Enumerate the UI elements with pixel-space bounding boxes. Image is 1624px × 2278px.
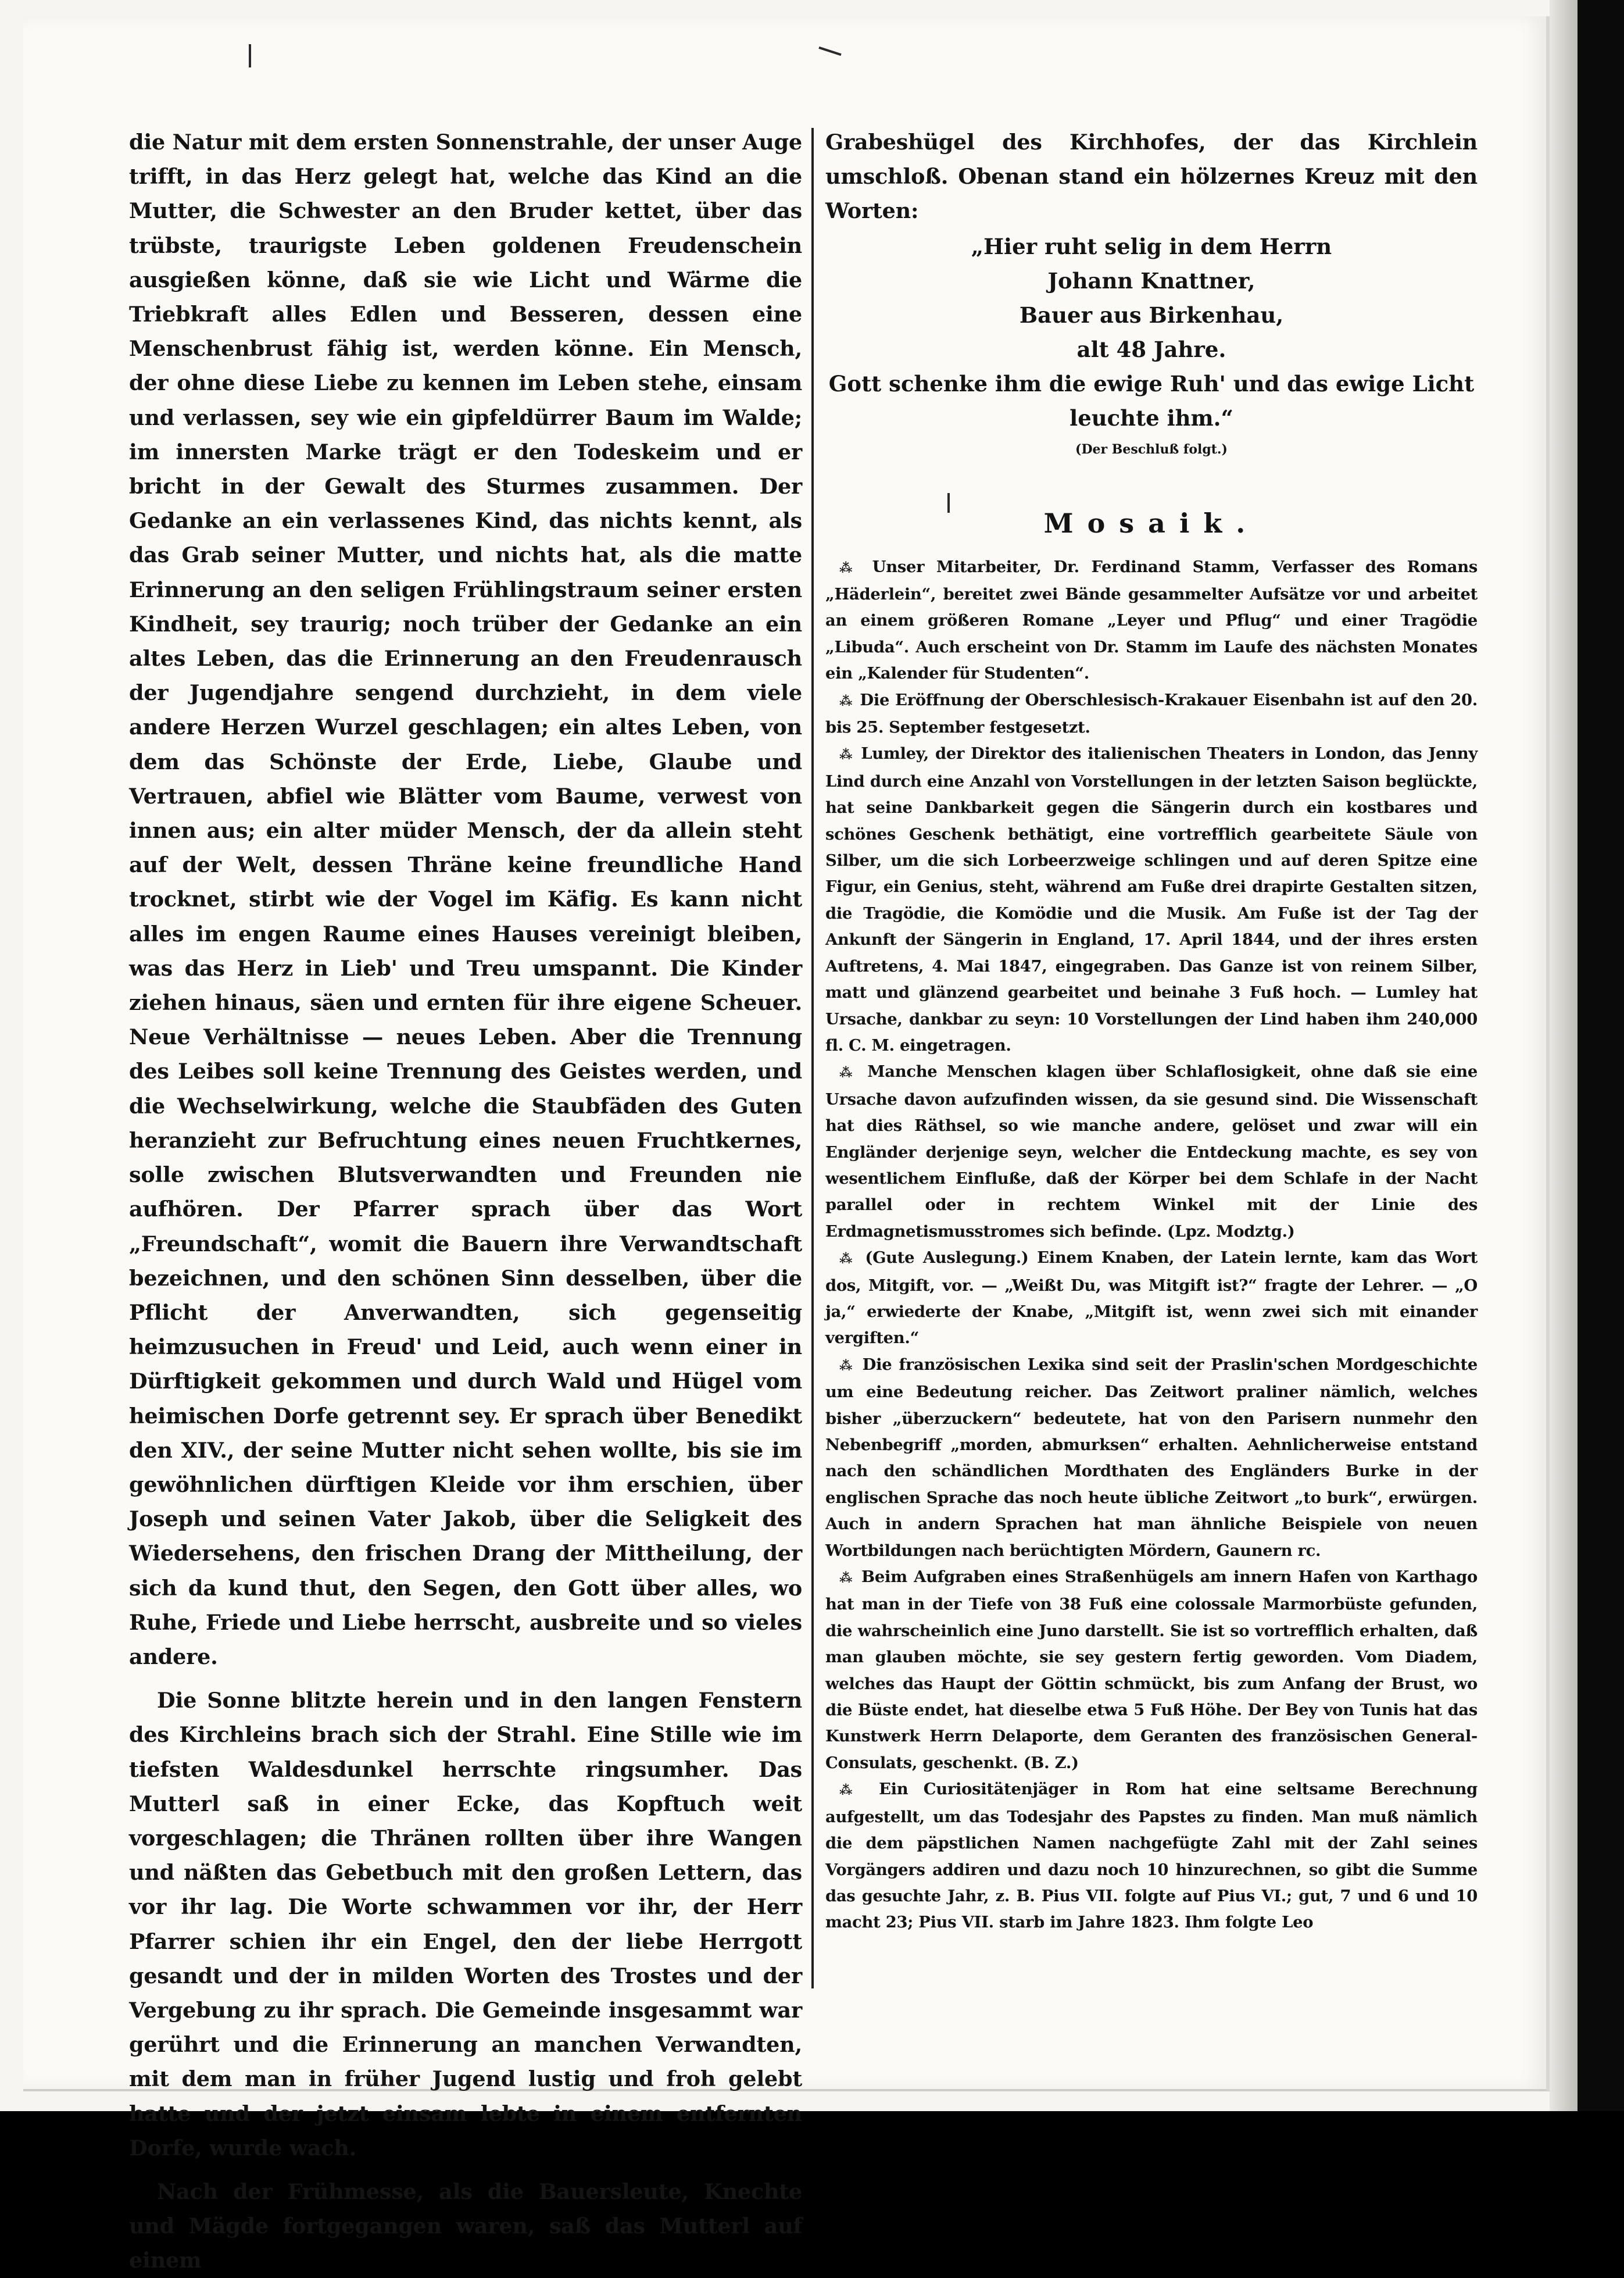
item-text: Unser Mitarbeiter, Dr. Ferdinand Stamm, Verfasser des Romans „Häderlein“, bereitet zwei Bände gesammelter Aufsätze vor und arbeitet an einem größeren Romane „Leyer und Pflug“ und einer Tragödie „Libuda“. Auch erscheint von Dr. Stamm im Laufe des nächsten Monates ein „Kalender für Studenten“. <box>825 557 1478 683</box>
scan-edge-shadow <box>1550 0 1578 2111</box>
epitaph-block <box>825 230 1478 435</box>
item-marker: ⁂ <box>839 693 854 709</box>
item-marker: ⁂ <box>839 1065 858 1081</box>
section-heading: Mosaik. <box>1043 507 1260 539</box>
item-marker: ⁂ <box>839 1783 864 1798</box>
mosaic-item <box>825 741 1478 1059</box>
story-intro: Grabeshügel des Kirchhofes, der das Kirchlein umschloß. Obenan stand ein hölzernes Kreuz mit den Worten: <box>825 130 1478 224</box>
left-paragraph-1: die Natur mit dem ersten Sonnenstrahle, der unser Auge trifft, in das Herz gelegt hat, welche das Kind an die Mutter, die Schwester an den Bruder kettet, über das trübste, traurigste Leben goldenen Freudenschein ausgießen könne, daß sie wie Licht und Wärme die Triebkraft alles Edlen und Besseren, dessen eine Menschenbrust fähig ist, werden könne. Ein Mensch, der ohne diese Liebe zu kennen im Leben stehe, einsam und verlassen, sey wie ein gipfeldürrer Baum im Walde; im innersten Marke trägt er den Todeskeim und er bricht in der Gewalt des Sturmes zusammen. Der Gedanke an ein verlassenes Kind, das nichts kennt, als das Grab seiner Mutter, und nichts hat, als die matte Erinnerung an den seligen Frühlingstraum seiner ersten Kindheit, sey traurig; noch trüber der Gedanke an ein altes Leben, das die Erinnerung an den Freudenrausch der Jugendjahre sengend durchzieht, in dem viele andere Herzen Wurzel geschlagen; ein altes Leben, von dem das Schönste der Erde, Liebe, Glaube und Vertrauen, abfiel wie Blätter vom Baume, verwest von innen aus; ein alter müder Mensch, der da allein steht auf der Welt, dessen Thräne keine freundliche Hand trocknet, stirbt wie der Vogel im Käfig. Es kann nicht alles im engen Raume eines Hauses vereinigt bleiben, was das Herz in Lieb' und Treu umspannt. Die Kinder ziehen hinaus, säen und ernten für ihre eigene Scheuer. Neue Verhältnisse — neues Leben. Aber die Trennung des Leibes soll keine Trennung des Geistes werden, und die Wechselwirkung, welche die Staubfäden des Guten heranzieht zur Befruchtung eines neuen Fruchtkernes, solle zwischen Blutsverwandten und Freunden nie aufhören. Der Pfarrer sprach über das Wort „Freundschaft“, womit die Bauern ihre Verwandtschaft bezeichnen, und den schönen Sinn desselben, über die Pflicht der Anverwandten, sich gegenseitig heimzusuchen in Freud' und Leid, auch wenn einer in Dürftigkeit gekommen und durch Wald und Hügel vom heimischen Dorfe getrennt sey. Er sprach über Benedikt den XIV., der seine Mutter nicht sehen wollte, bis sie im gewöhnlichen dürftigen Kleide vor ihm erschien, über Joseph und seinen Vater Jakob, über die Seligkeit des Wiedersehens, den frischen Drang der Mittheilung, der sich da kund thut, den Segen, den Gott über alles, wo Ruhe, Friede und Liebe herrscht, ausbreite und so vieles andere. <box>129 130 802 1669</box>
mosaic-item <box>825 1776 1478 1936</box>
item-text: Die Eröffnung der Oberschlesisch-Krakauer Eisenbahn ist auf den 20. bis 25. September festgesetzt. <box>825 690 1478 737</box>
left-paragraph-2: Die Sonne blitzte herein und in den langen Fenstern des Kirchleins brach sich der Strahl. Eine Stille wie im tiefsten Waldesdunkel herrschte ringsumher. Das Mutterl saß in einer Ecke, das Kopftuch weit vorgeschlagen; die Thränen rollten über ihre Wangen und näßten das Gebetbuch mit den großen Lettern, das vor ihr lag. Die Worte schwammen vor ihr, der Herr Pfarrer schien ihr ein Engel, den der liebe Herrgott gesandt und der in milden Worten des Trostes und der Vergebung zu ihr sprach. Die Gemeinde insgesammt war gerührt und die Erinnerung an manchen Verwandten, mit dem man in früher Jugend lustig und froh gelebt hatte und der jetzt einsam lebte in einem entfernten Dorfe, wurde wach. <box>129 1688 802 2161</box>
item-text: Lumley, der Direktor des italienischen Theaters in London, das Jenny Lind durch eine Anzahl von Vorstellungen in der letzten Saison beglückte, hat seine Dankbarkeit gegen die Sängerin durch ein kostbares und schönes Geschenk bethätigt, eine vortrefflich gearbeitete Säule von Silber, um die sich Lorbeerzweige schlingen und auf deren Spitze eine Figur, ein Genius, steht, während am Fuße drei drapirte Gestalten sitzen, die Tragödie, die Komödie und die Musik. Am Fuße ist der Tag der Ankunft der Sängerin in England, 17. April 1844, und der ihres ersten Auftretens, 4. Mai 1847, eingegraben. Das Ganze ist von reinem Silber, matt und glänzend gearbeitet und beinahe 3 Fuß hoch. — Lumley hat Ursache, dankbar zu seyn: 10 Vorstellungen der Lind haben ihm 240,000 fl. C. M. eingetragen. <box>825 744 1478 1055</box>
scan-mark <box>818 47 841 56</box>
item-text: Die französischen Lexika sind seit der Praslin'schen Mordgeschichte um eine Bedeutung reicher. Das Zeitwort praliner nämlich, welches bisher „überzuckern“ bedeutete, hat von den Parisern nunmehr den Nebenbegriff „morden, abmurksen“ erhalten. Aehnlicherweise entstand nach den schändlichen Mordthaten des Engländers Burke in der englischen Sprache das noch heute übliche Zeitwort „to burk“, erwürgen. Auch in andern Sprachen hat man ähnliche Beispiele von neuen Wortbildungen nach berüchtigten Mördern, Gaunern rc. <box>825 1355 1478 1560</box>
item-text: Manche Menschen klagen über Schlaflosigkeit, ohne daß sie eine Ursache davon aufzufinden wissen, da sie gesund sind. Die Wissenschaft hat dies Räthsel, so wie manche andere, gelöset und zwar will ein Engländer derjenige seyn, welcher die Entdeckung machte, es sey von wesentlichem Einfluße, daß der Körper bei dem Schlafe in der Nacht parallel oder in rechtem Winkel mit der Linie des Erdmagnetismusstromes sich befinde. (Lpz. Modztg.) <box>825 1062 1478 1241</box>
epitaph-line: leuchte ihm.“ <box>1069 405 1233 431</box>
item-marker: ⁂ <box>839 560 860 576</box>
mosaic-item <box>825 1564 1478 1776</box>
item-marker: ⁂ <box>839 1358 856 1373</box>
mosaic-item <box>825 1059 1478 1245</box>
scan-mark <box>249 44 251 67</box>
mosaic-item <box>825 554 1478 687</box>
continuation-note: (Der Beschluß folgt.) <box>1075 441 1228 457</box>
mosaic-item <box>825 1352 1478 1564</box>
item-text: Ein Curiositätenjäger in Rom hat eine seltsame Berechnung aufgestellt, um das Todesjahr des Papstes zu finden. Man muß nämlich die dem päpstlichen Namen nachgefügte Zahl mit der Zahl seines Vorgängers addiren und dazu noch 10 hinzurechnen, so gibt die Summe das gesuchte Jahr, z. B. Pius VII. folgte auf Pius VI.; gut, 7 und 6 und 10 macht 23; Pius VII. starb im Jahre 1823. Ihm folgte Leo <box>825 1780 1478 1932</box>
item-marker: ⁂ <box>839 747 855 763</box>
mosaic-item <box>825 1245 1478 1352</box>
item-text: Beim Aufgraben eines Straßenhügels am innern Hafen von Karthago hat man in der Tiefe von 38 Fuß eine colossale Marmorbüste gefunden, die wahrscheinlich eine Juno darstellt. Sie ist so vortrefflich erhalten, daß man glauben möchte, sie sey gestern fertig geworden. Vom Diadem, welches das Haupt der Göttin schmückt, bis zum Anfang der Brust, wo die Büste endet, hat dieselbe etwa 5 Fuß Höhe. Der Bey von Tunis hat das Kunstwerk Herrn Delaporte, dem Geranten des französischen General-Consulats, geschenkt. (B. Z.) <box>825 1568 1478 1772</box>
epitaph-line: Bauer aus Birkenhau, <box>1019 302 1284 328</box>
scan-edge-border <box>1578 0 1624 2111</box>
column-divider <box>811 128 814 1988</box>
item-text: (Gute Auslegung.) Einem Knaben, der Latein lernte, kam das Wort dos, Mitgift, vor. — „Weißt Du, was Mitgift ist?“ fragte der Lehrer. — „O ja,“ erwiederte der Knabe, „Mitgift ist, wenn zwei sich mit einander vergiften.“ <box>825 1248 1478 1348</box>
epitaph-line: alt 48 Jahre. <box>1076 336 1226 362</box>
item-marker: ⁂ <box>839 1570 855 1586</box>
right-column <box>825 125 1478 1986</box>
left-column <box>129 125 802 2273</box>
left-paragraph-3: Nach der Frühmesse, als die Bauersleute, Knechte und Mägde fortgegangen waren, saß das Mutterl auf einem <box>129 2179 802 2273</box>
epitaph-line: Johann Knattner, <box>1047 267 1255 294</box>
epitaph-line: Gott schenke ihm die ewige Ruh' und das ewige Licht <box>828 370 1475 397</box>
item-marker: ⁂ <box>839 1251 857 1267</box>
mosaic-item <box>825 687 1478 741</box>
epitaph-line: „Hier ruht selig in dem Herrn <box>971 233 1332 259</box>
